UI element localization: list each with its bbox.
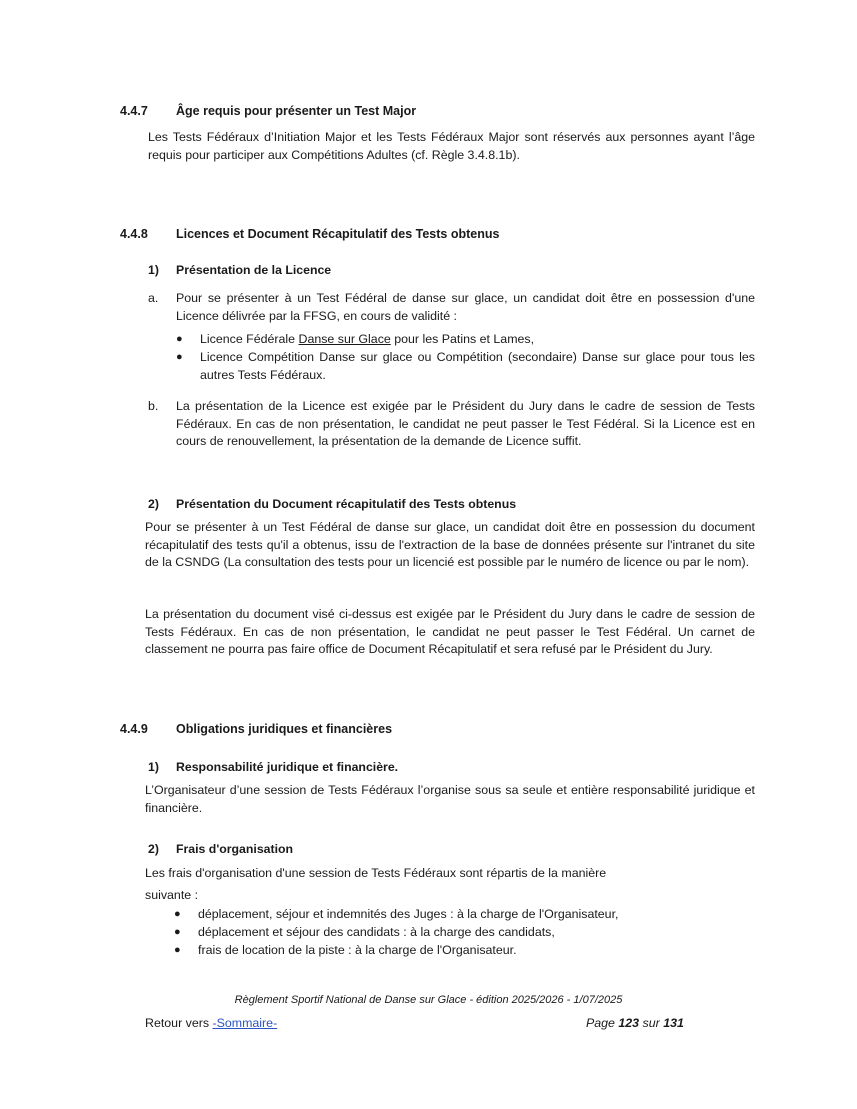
section-number: 4.4.7 (120, 104, 148, 118)
frais-intro-line-2: suivante : (145, 888, 199, 902)
underlined-term: Danse sur Glace (298, 332, 391, 346)
page-total: 131 (663, 1016, 684, 1030)
subheading-number: 1) (148, 263, 159, 277)
list-item-a (148, 290, 755, 325)
subheading-title: Présentation de la Licence (176, 263, 332, 277)
bullet-icon: ● (176, 351, 183, 363)
subheading-number: 1) (148, 760, 159, 774)
subheading-title: Présentation du Document récapitulatif des Tests obtenus (176, 497, 517, 511)
bullet-text: frais de location de la piste : à la charge de l'Organisateur. (198, 943, 517, 957)
bullet-icon: ● (174, 908, 181, 920)
section-4-4-7-body: Les Tests Fédéraux d’Initiation Major et les Tests Fédéraux Major sont réservés aux personnes ayant l’âge requis pour participer aux Compétitions Adultes (cf. Règle 3.4.8.1b). (148, 130, 755, 162)
bullet-icon: ● (174, 926, 181, 938)
bullet-text: déplacement, séjour et indemnités des Juges : à la charge de l'Organisateur, (198, 907, 619, 921)
section-number: 4.4.9 (120, 722, 148, 736)
page-current: 123 (618, 1016, 640, 1030)
subheading-document (148, 497, 516, 511)
item-label: b. (148, 399, 159, 413)
bullet-icon: ● (174, 944, 181, 956)
subheading-frais (148, 842, 293, 856)
subheading-title: Frais d'organisation (176, 842, 294, 856)
subheading-number: 2) (148, 497, 159, 511)
document-paragraph-2: La présentation du document visé ci-dessus est exigée par le Président du Jury dans le cadre de session de Tests Fédéraux. En cas de non présentation, le candidat ne peut passer le Test Fédéral. Un carnet de classement ne pourra pas faire office de Document Récapitulatif et sera refusé par le Président du Jury. (145, 607, 755, 657)
item-text: La présentation de la Licence est exigée par le Président du Jury dans le cadre de session de Tests Fédéraux. En cas de non présentation, le candidat ne peut passer le Test Fédéral. Si la Licence est en cours de renouvellement, la présentation de la demande de Licence suffit. (176, 399, 755, 449)
subheading-responsabilite (148, 760, 398, 774)
bullet-item (174, 924, 755, 942)
section-title: Âge requis pour présenter un Test Major (176, 104, 417, 118)
section-title: Obligations juridiques et financières (176, 722, 393, 736)
bullet-text: Licence Fédérale (200, 332, 299, 346)
bullet-text: pour les Patins et Lames, (390, 332, 535, 346)
bullet-text: déplacement et séjour des candidats : à la charge des candidats, (198, 925, 555, 939)
item-label: a. (148, 291, 159, 305)
bullet-item (176, 331, 755, 349)
footer-edition: Règlement Sportif National de Danse sur Glace - édition 2025/2026 - 1/07/2025 (234, 994, 623, 1006)
item-text: Pour se présenter à un Test Fédéral de danse sur glace, un candidat doit être en possession d'une Licence délivrée par la FFSG, en cours de validité : (176, 291, 755, 323)
document-paragraph-1: Pour se présenter à un Test Fédéral de danse sur glace, un candidat doit être en possession du document récapitulatif des tests qu'il a obtenus, issu de l'extraction de la base de données présente sur l'intranet du site de la CSNDG (La consultation des tests pour un licencié est possible par le numéro de licence ou par le nom). (145, 520, 755, 570)
section-heading-4-4-7 (120, 104, 416, 118)
page-number (586, 1016, 684, 1030)
page-label: Page (586, 1016, 619, 1030)
bullet-text: Licence Compétition Danse sur glace ou Compétition (secondaire) Danse sur glace pour tous les autres Tests Fédéraux. (200, 350, 755, 382)
subheading-licence (148, 263, 331, 277)
section-title: Licences et Document Récapitulatif des Tests obtenus (176, 227, 500, 241)
bullet-item (174, 906, 755, 924)
subheading-number: 2) (148, 842, 159, 856)
bullet-icon: ● (176, 333, 183, 345)
footer-back-prefix: Retour vers (145, 1016, 213, 1030)
section-heading-4-4-8 (120, 227, 499, 241)
section-number: 4.4.8 (120, 227, 148, 241)
bullet-item (176, 349, 755, 384)
sommaire-link[interactable]: -Sommaire- (212, 1016, 278, 1030)
section-heading-4-4-9 (120, 722, 392, 736)
footer-back (145, 1016, 277, 1030)
bullet-item (174, 942, 755, 960)
subheading-title: Responsabilité juridique et financière. (176, 760, 399, 774)
list-item-b (148, 398, 755, 451)
responsabilite-body: L’Organisateur d’une session de Tests Fédéraux l’organise sous sa seule et entière responsabilité juridique et financière. (145, 783, 755, 815)
page-separator: sur (639, 1016, 664, 1030)
frais-intro-line-1: Les frais d'organisation d'une session de Tests Fédéraux sont répartis de la manière (145, 866, 607, 880)
